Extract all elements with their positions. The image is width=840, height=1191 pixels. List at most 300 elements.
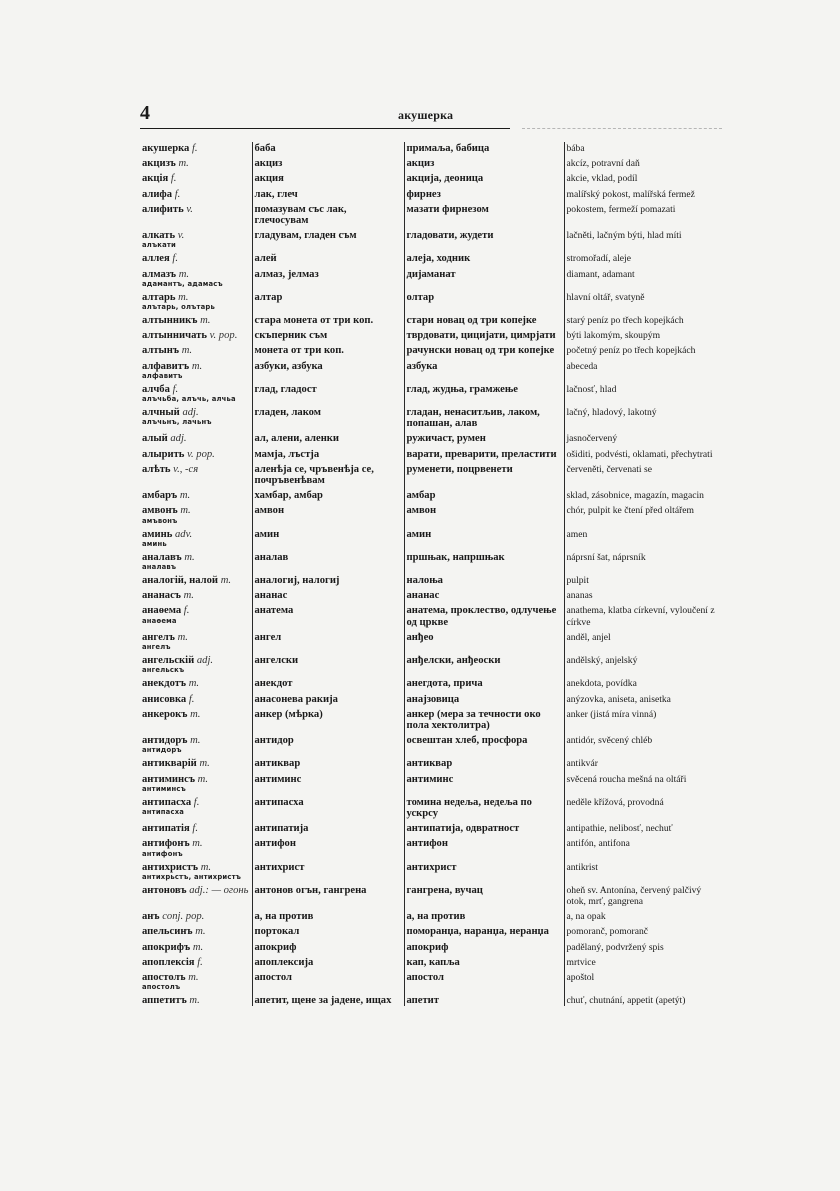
czech-translation [564,185,724,200]
serbian-translation [404,754,564,769]
entry-row [140,922,724,937]
russian-headword: апоплексія [142,956,195,968]
bulgarian-translation-text: стара монета от три коп. [254,315,374,327]
russian-headword-line [142,957,249,968]
czech-translation-text: antipathie, nelibosť, nechuť [566,823,673,835]
bulgarian-translation [252,169,404,184]
czech-translation [564,525,724,548]
entry-row [140,628,724,651]
entry-row [140,311,724,326]
czech-translation [564,938,724,953]
russian-headword-line [142,345,249,356]
bulgarian-translation [252,311,404,326]
russian-headword-line [142,995,249,1006]
czech-translation-text: diamant, adamant [566,268,635,280]
czech-translation [564,548,724,571]
grammar-label: v. pop. [209,330,238,342]
czech-translation [564,793,724,819]
czech-translation [564,991,724,1006]
bulgarian-translation [252,907,404,922]
entry-row [140,501,724,524]
bulgarian-translation-text: антипасха [254,796,304,808]
grammar-label: f. [193,796,200,808]
czech-translation-text: sklad, zásobnice, magazín, magacin [566,490,704,502]
old-slavonic-form: алфавитъ [142,371,183,380]
czech-translation [564,311,724,326]
old-slavonic-form: адамантъ, адамасъ [142,279,223,288]
bulgarian-translation-text: мамја, лъстја [254,448,320,460]
bulgarian-translation [252,731,404,754]
bulgarian-translation-text: анатема [254,605,294,617]
russian-headword: алтынъ [142,345,180,357]
serbian-translation-text: пршњак, напршњак [406,551,505,563]
russian-headword-line [142,330,249,341]
russian-cell [140,226,252,249]
czech-translation [564,834,724,857]
bulgarian-translation [252,357,404,380]
czech-translation [564,628,724,651]
entry-row [140,819,724,834]
old-slavonic-form: антипасха [142,807,185,816]
russian-headword-line [142,230,249,241]
grammar-label: m. [178,291,189,303]
serbian-translation [404,953,564,968]
russian-cell [140,169,252,184]
bulgarian-translation-text: аналогиј, налогиј [254,575,340,587]
grammar-label: m. [184,551,195,563]
entry-row [140,586,724,601]
czech-translation-text: početný peníz po třech kopejkách [566,345,696,357]
czech-translation-text: neděle křížová, provodná [566,796,664,808]
serbian-translation [404,690,564,705]
russian-headword: аппетитъ [142,995,187,1007]
bulgarian-translation [252,142,404,154]
grammar-label: m. [191,360,203,372]
russian-cell [140,357,252,380]
grammar-label: adv. [174,528,193,540]
entry-row [140,674,724,689]
russian-cell [140,586,252,601]
bulgarian-translation [252,326,404,341]
czech-translation [564,819,724,834]
old-slavonic-form: алъчьба, алъчь, алчьа [142,395,236,404]
russian-cell [140,793,252,819]
entry-row [140,731,724,754]
bulgarian-translation-text: антипатија [254,823,309,835]
czech-translation-text: ošiditi, podvésti, oklamati, přechytrati [566,448,713,460]
czech-translation [564,142,724,154]
czech-translation [564,651,724,674]
russian-headword-line [142,292,249,303]
czech-translation [564,265,724,288]
entry-row [140,881,724,907]
russian-headword: аминь [142,528,173,540]
bulgarian-translation-text: антихрист [254,861,305,873]
russian-headword-line [142,885,249,896]
czech-translation [564,690,724,705]
entry-row [140,265,724,288]
grammar-label: adj. [170,433,187,445]
bulgarian-translation-text: помазувам със лак, глечосувам [254,203,347,227]
old-slavonic-form: аналавъ [142,563,177,572]
entry-row [140,249,724,264]
serbian-translation-text: амбар [406,490,436,502]
czech-translation-text: akcie, vklad, podíl [566,173,638,185]
czech-translation-text: ananas [566,590,593,602]
bulgarian-translation-text: анекдот [254,678,293,690]
czech-translation-text: akcíz, potravní daň [566,158,640,170]
entry-row [140,445,724,460]
serbian-translation [404,674,564,689]
entry-row [140,226,724,249]
bulgarian-translation-text: ал, алени, аленки [254,433,340,445]
russian-headword: антипатія [142,823,190,835]
serbian-translation-text: стари новац од три копејке [406,315,537,327]
russian-headword: анаѳема [142,605,182,617]
serbian-translation [404,486,564,501]
russian-headword-line [142,143,249,154]
russian-headword-line [142,694,249,705]
bulgarian-translation [252,793,404,819]
russian-headword-line [142,590,249,601]
bulgarian-translation-text: хамбар, амбар [254,490,323,502]
russian-cell [140,445,252,460]
entry-row [140,154,724,169]
czech-translation-text: lačněti, lačným býti, hlad míti [566,230,682,242]
czech-translation-text: antikvár [566,758,598,770]
serbian-translation-text: томина недеља, недеља по ускрсу [406,796,532,819]
russian-cell [140,690,252,705]
bulgarian-translation-text: ангелски [254,655,299,667]
czech-translation-text: náprsní šat, náprsník [566,551,646,563]
serbian-translation-text: анкер (мера за течности око пола хектолитра) [406,708,541,731]
russian-headword-line [142,433,249,444]
czech-translation [564,881,724,907]
entry-row [140,793,724,819]
bulgarian-translation-text: антифон [254,838,296,850]
grammar-label: adj.: — огонь [189,884,249,896]
grammar-label: m. [199,758,210,770]
russian-cell [140,834,252,857]
serbian-translation-text: анатема, проклество, одлучење од цркве [406,605,557,628]
serbian-translation [404,834,564,857]
serbian-translation-text: азбука [406,360,438,372]
grammar-label: f. [172,253,178,265]
czech-translation [564,403,724,429]
russian-headword-line [142,911,249,922]
bulgarian-translation [252,858,404,881]
entry-row [140,858,724,881]
entry-row [140,142,724,154]
old-slavonic-form: ангелъ [142,643,171,652]
russian-headword-line [142,253,249,264]
russian-headword-line [142,529,249,540]
serbian-translation-text: акциз [406,158,435,170]
russian-headword: алифа [142,188,173,200]
entry-row [140,690,724,705]
serbian-translation [404,731,564,754]
serbian-translation [404,881,564,907]
serbian-translation [404,357,564,380]
serbian-translation [404,226,564,249]
russian-headword: алмазъ [142,268,177,280]
serbian-translation [404,326,564,341]
grammar-label: f. [197,956,203,968]
serbian-translation-text: а, на против [406,911,466,923]
dictionary-table [140,142,724,1006]
czech-translation [564,754,724,769]
czech-translation-text: anathema, klatba církevní, vyloučení z církve [566,605,715,628]
serbian-translation-text: антиквар [406,758,453,770]
grammar-label: f. [183,605,190,617]
serbian-translation-text: апокриф [406,941,449,953]
serbian-translation-text: антифон [406,838,448,850]
russian-cell [140,601,252,627]
russian-cell [140,705,252,731]
serbian-translation-text: варати, преварити, преластити [406,448,557,460]
serbian-translation-text: руменети, поцрвенети [406,463,513,475]
serbian-translation [404,938,564,953]
serbian-translation-text: анђелски, анђеоски [406,655,501,667]
russian-headword: акція [142,173,169,185]
bulgarian-translation-text: антиквар [254,758,301,770]
bulgarian-translation-text: апостол [254,971,292,983]
bulgarian-translation-text: антидор [254,735,294,747]
czech-translation-text: anděl, anjel [566,631,611,643]
bulgarian-translation-text: гладен, лаком [254,407,321,419]
russian-cell [140,265,252,288]
russian-headword: алфавитъ [142,360,190,372]
russian-headword-line [142,605,249,616]
entry-row [140,169,724,184]
czech-translation-text: červeněti, červenati se [566,463,652,475]
old-slavonic-form: ангельскъ [142,666,185,675]
grammar-label: f. [174,188,181,200]
russian-headword: алый [142,433,168,445]
czech-translation-text: antikrist [566,861,598,873]
russian-headword-line [142,315,249,326]
serbian-translation-text: олтар [406,291,435,303]
czech-translation-text: malířský pokost, malířská fermež [566,188,695,200]
entry-row [140,651,724,674]
bulgarian-translation-text: апоплексија [254,956,314,968]
russian-headword-line [142,823,249,834]
serbian-translation-text: тврдовати, цицијати, цимрјати [406,330,556,342]
czech-translation-text: jasnočervený [566,433,618,445]
serbian-translation [404,445,564,460]
russian-headword: амбаръ [142,490,178,502]
old-slavonic-form: алъчьнъ, лачьнъ [142,418,212,427]
serbian-translation [404,460,564,486]
czech-translation-text: apoštol [566,971,595,983]
serbian-translation [404,968,564,991]
grammar-label: m. [188,678,200,690]
bulgarian-translation [252,501,404,524]
russian-headword: аллея [142,253,170,265]
russian-headword-line [142,926,249,937]
bulgarian-translation [252,628,404,651]
serbian-translation-text: алеја, ходник [406,253,471,265]
bulgarian-translation [252,571,404,586]
bulgarian-translation [252,265,404,288]
bulgarian-translation [252,651,404,674]
grammar-label: f. [170,173,177,185]
bulgarian-translation-text: аленѣја се, чръвенѣја се, почръвенѣвам [254,463,374,487]
serbian-translation [404,628,564,651]
bulgarian-translation-text: амвон [254,505,285,517]
entry-row [140,288,724,311]
bulgarian-translation [252,185,404,200]
russian-cell [140,311,252,326]
czech-translation [564,770,724,793]
russian-headword: апельсинъ [142,926,193,938]
grammar-label: m. [178,268,189,280]
entry-row [140,429,724,444]
czech-translation-text: anýzovka, aniseta, anisetka [566,693,671,705]
czech-translation [564,571,724,586]
entry-row [140,834,724,857]
russian-headword-line [142,269,249,280]
bulgarian-translation-text: монета от три коп. [254,345,344,357]
serbian-translation [404,571,564,586]
bulgarian-translation-text: ангел [254,631,282,643]
czech-translation-text: a, na opak [566,911,606,923]
czech-translation [564,200,724,226]
czech-translation-text: antidór, svěcený chléb [566,735,653,747]
russian-headword: антоновъ [142,884,187,896]
czech-translation [564,288,724,311]
serbian-translation-text: амвон [406,505,437,517]
entry-row [140,548,724,571]
serbian-translation-text: апетит [406,995,439,1007]
bulgarian-translation-text: анкер (мѣрка) [254,708,323,720]
grammar-label: m. [177,631,188,643]
czech-translation [564,953,724,968]
serbian-translation-text: ружичаст, румен [406,433,486,445]
bulgarian-translation-text: ананас [254,590,288,602]
bulgarian-translation [252,525,404,548]
bulgarian-translation-text: лак, глеч [254,188,298,200]
grammar-label: adj. [182,407,199,419]
bulgarian-translation-text: а, на против [254,911,314,923]
czech-translation-text: abeceda [566,360,598,372]
bulgarian-translation [252,200,404,226]
russian-headword-line [142,464,249,475]
serbian-translation [404,991,564,1006]
serbian-translation-text: антихрист [406,861,457,873]
grammar-label: m. [195,926,206,938]
serbian-translation [404,142,564,154]
russian-headword-line [142,632,249,643]
russian-cell [140,651,252,674]
czech-translation-text: starý peníz po třech kopejkách [566,315,684,327]
russian-headword-line [142,838,249,849]
czech-translation-text: anker (jistá míra vinná) [566,708,657,720]
serbian-translation [404,705,564,731]
bulgarian-translation [252,380,404,403]
dictionary-body [140,142,724,1006]
bulgarian-translation-text: алтар [254,291,283,303]
old-slavonic-form: алъкати [142,241,176,250]
russian-headword-line [142,204,249,215]
serbian-translation [404,819,564,834]
serbian-translation [404,548,564,571]
serbian-translation [404,249,564,264]
serbian-translation [404,311,564,326]
czech-translation [564,326,724,341]
russian-headword: алчный [142,407,180,419]
bulgarian-translation [252,445,404,460]
serbian-translation [404,403,564,429]
grammar-label: f. [188,693,195,705]
serbian-translation [404,501,564,524]
entry-row [140,571,724,586]
entry-row [140,403,724,429]
russian-headword: анисовка [142,693,187,705]
bulgarian-translation-text: алей [254,253,277,265]
russian-headword: анъ [142,911,160,923]
serbian-translation [404,770,564,793]
grammar-label: adj. [196,655,214,667]
russian-headword: акушерка [142,143,190,154]
grammar-label: conj. pop. [162,911,205,923]
russian-headword: ангельскій [142,655,195,667]
czech-translation [564,169,724,184]
grammar-label: m. [188,971,199,983]
bulgarian-translation-text: алмаз, јелмаз [254,268,319,280]
russian-cell [140,501,252,524]
serbian-translation [404,651,564,674]
russian-cell [140,200,252,226]
russian-headword: антиминсъ [142,773,196,785]
serbian-translation [404,154,564,169]
russian-cell [140,429,252,444]
bulgarian-translation-text: антиминс [254,773,302,785]
serbian-translation-text: гладан, ненаситљив, лаком, попашан, алав [406,407,540,430]
bulgarian-translation [252,834,404,857]
entry-row [140,357,724,380]
russian-headword: антихристъ [142,861,199,873]
bulgarian-translation [252,819,404,834]
entry-row [140,185,724,200]
russian-cell [140,460,252,486]
czech-translation-text: chór, pulpit ke čtení před oltářem [566,505,694,517]
czech-translation [564,858,724,881]
bulgarian-translation [252,938,404,953]
czech-translation [564,674,724,689]
czech-translation-text: oheň sv. Antonína, červený palčivý otok, mrť, gangrena [566,884,702,907]
serbian-translation [404,907,564,922]
grammar-label: m. [181,345,193,357]
bulgarian-translation-text: апетит, щене за јадене, ищах [254,995,392,1007]
old-slavonic-form: амъвонъ [142,516,178,525]
entry-row [140,601,724,627]
bulgarian-translation [252,288,404,311]
czech-translation [564,968,724,991]
entry-row [140,326,724,341]
russian-headword-line [142,678,249,689]
czech-translation [564,429,724,444]
czech-translation-text: amen [566,528,588,540]
russian-headword: алѣть [142,463,171,475]
russian-cell [140,326,252,341]
russian-cell [140,486,252,501]
serbian-translation-text: апостол [406,971,444,983]
bulgarian-translation [252,486,404,501]
grammar-label: m. [192,941,204,953]
czech-translation-text: mrtvice [566,956,596,968]
russian-headword-line [142,972,249,983]
